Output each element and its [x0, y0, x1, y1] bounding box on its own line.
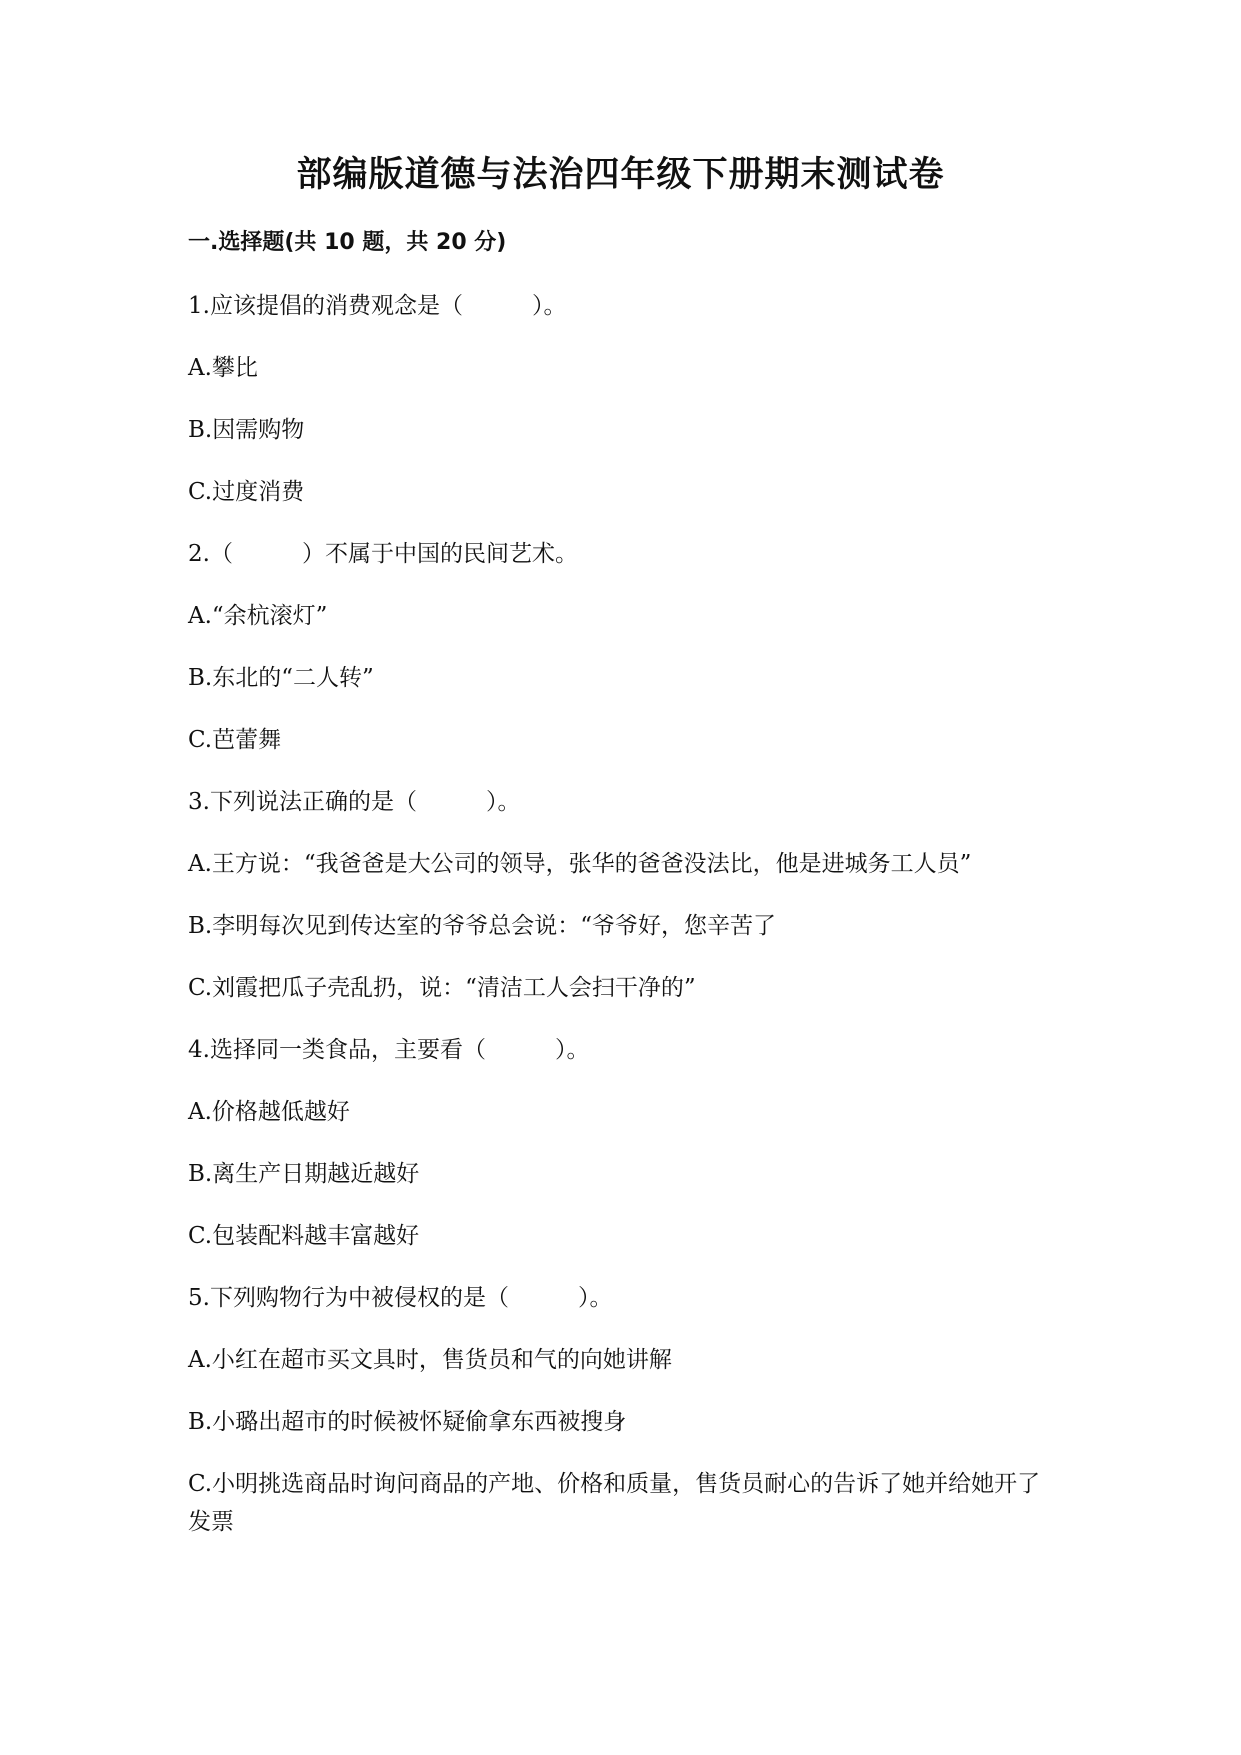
question-4	[188, 1031, 1048, 1255]
option-a: A.价格越低越好	[188, 1099, 350, 1125]
option-a: A.攀比	[188, 355, 258, 381]
question-stem: 5.下列购物行为中被侵权的是（ ）。	[188, 1285, 613, 1311]
option-c: C.小明挑选商品时询问商品的产地、价格和质量，售货员耐心的告诉了她并给她开了发票	[188, 1471, 1041, 1535]
question-5	[188, 1279, 1048, 1541]
question-stem: 2.（ ）不属于中国的民间艺术。	[188, 541, 578, 567]
question-list	[188, 287, 1048, 1565]
option-a: A.王方说：“我爸爸是大公司的领导，张华的爸爸没法比，他是进城务工人员”	[188, 851, 972, 877]
question-3	[188, 783, 1048, 1007]
option-b: B.离生产日期越近越好	[188, 1161, 420, 1187]
option-a: A.小红在超市买文具时，售货员和气的向她讲解	[188, 1347, 672, 1373]
question-2	[188, 535, 1048, 759]
option-b: B.东北的“二人转”	[188, 665, 374, 691]
question-stem: 3.下列说法正确的是（ ）。	[188, 789, 521, 815]
option-b: B.因需购物	[188, 417, 305, 443]
question-stem: 1.应该提倡的消费观念是（ ）。	[188, 293, 567, 319]
option-b: B.小璐出超市的时候被怀疑偷拿东西被搜身	[188, 1409, 627, 1435]
option-c: C.芭蕾舞	[188, 727, 282, 753]
option-c: C.过度消费	[188, 479, 305, 505]
option-a: A.“余杭滚灯”	[188, 603, 328, 629]
document-title: 部编版道德与法治四年级下册期末测试卷	[296, 155, 945, 195]
option-b: B.李明每次见到传达室的爷爷总会说：“爷爷好，您辛苦了	[188, 913, 776, 939]
option-c: C.刘霞把瓜子壳乱扔，说：“清洁工人会扫干净的”	[188, 975, 696, 1001]
question-stem: 4.选择同一类食品，主要看（ ）。	[188, 1037, 590, 1063]
option-c: C.包装配料越丰富越好	[188, 1223, 420, 1249]
question-1	[188, 287, 1048, 511]
section-heading: 一.选择题(共 10 题，共 20 分)	[188, 230, 507, 255]
